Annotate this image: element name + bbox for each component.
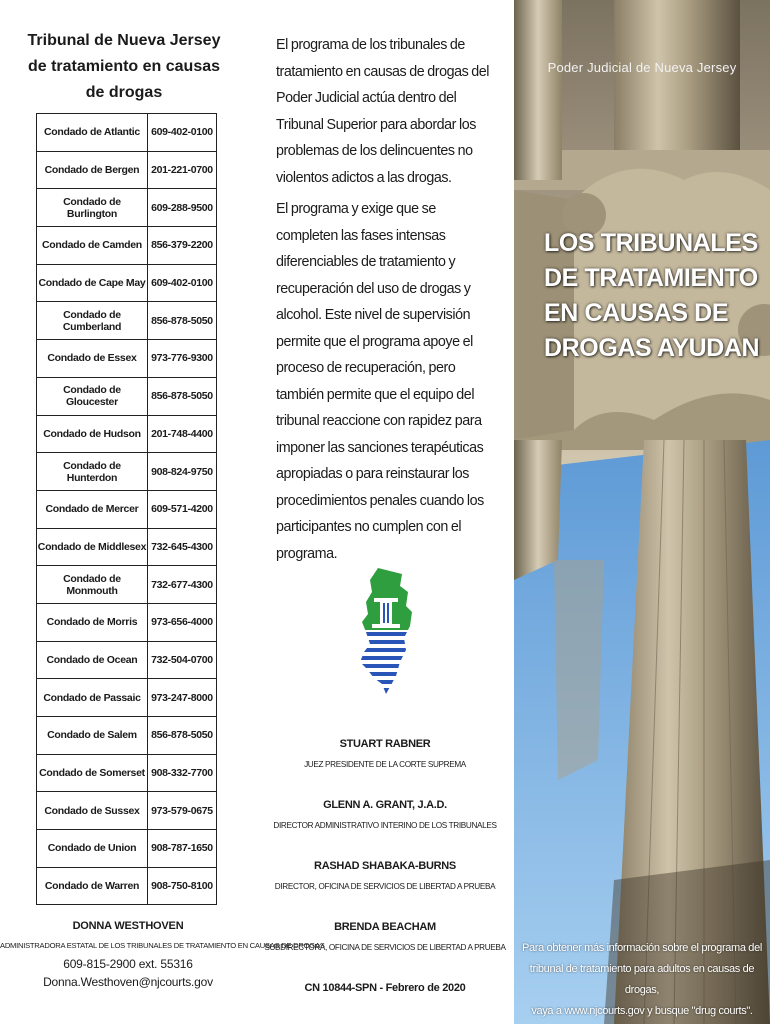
official-title: JUEZ PRESIDENTE DE LA CORTE SUPREMA [304, 760, 466, 769]
county-phone: 201-221-0700 [147, 151, 216, 189]
county-row [37, 528, 217, 566]
officials-list [256, 738, 514, 982]
county-phone: 856-878-5050 [147, 302, 216, 340]
county-name: Condado de Burlington [37, 189, 148, 227]
program-paragraph: El programa y exige que se completen las fases intensas diferenciables de tratamiento y recuperación del uso de drogas y alcohol. Este nivel de supervisión permite que el programa apoye el proceso de recuperación, pero también permite que el equipo del tribunal reaccione con rapidez para imponer las sanciones terapéuticas apropiadas o para reinstaurar los procedimientos penales cuando los participantes no cumplen con el programa. [276, 201, 484, 562]
cover-title-line: LOS TRIBUNALES [544, 229, 758, 257]
contact-role: ADMINISTRADORA ESTATAL DE LOS TRIBUNALES DE TRATAMIENTO EN CAUSAS DE DROGAS [0, 941, 325, 950]
county-row [37, 754, 217, 792]
county-phone: 856-379-2200 [147, 227, 216, 265]
county-name: Condado de Bergen [37, 151, 148, 189]
official-title: DIRECTOR ADMINISTRATIVO INTERINO DE LOS TRIBUNALES [273, 821, 497, 830]
official-title: SUBDIRECTORA, OFICINA DE SERVICIOS DE LIBERTAD A PRUEBA [264, 943, 506, 952]
county-name: Condado de Ocean [37, 641, 148, 679]
county-phone: 609-288-9500 [147, 189, 216, 227]
county-name: Condado de Essex [37, 340, 148, 378]
county-row [37, 453, 217, 491]
county-row [37, 415, 217, 453]
intro-paragraph: El programa de los tribunales de tratamiento en causas de drogas del Poder Judicial actúa dentro del Tribunal Superior para abordar los problemas de los delincuentes no violentos adictos a las drogas. [276, 37, 490, 186]
county-phone-table [36, 113, 217, 905]
county-row [37, 830, 217, 868]
county-phone: 732-645-4300 [147, 528, 216, 566]
county-name: Condado de Cape May [37, 264, 148, 302]
cover-header: Poder Judicial de Nueva Jersey [547, 60, 737, 75]
county-name: Condado de Mercer [37, 490, 148, 528]
county-name: Condado de Warren [37, 867, 148, 905]
county-name: Condado de Somerset [37, 754, 148, 792]
official-entry [256, 921, 514, 982]
official-name: STUART RABNER [339, 738, 431, 750]
county-row [37, 114, 217, 152]
official-name: BRENDA BEACHAM [334, 921, 436, 933]
county-name: Condado de Gloucester [37, 377, 148, 415]
county-contacts-panel [0, 0, 325, 1024]
county-phone: 609-571-4200 [147, 490, 216, 528]
contact-email[interactable]: Donna.Westhoven@njcourts.gov [43, 975, 213, 989]
county-name: Condado de Camden [37, 227, 148, 265]
contact-name: DONNA WESTHOVEN [72, 920, 184, 932]
county-name: Condado de Hudson [37, 415, 148, 453]
cover-title [544, 226, 764, 366]
panel-title [10, 28, 238, 106]
county-phone: 732-677-4300 [147, 566, 216, 604]
county-row [37, 227, 217, 265]
county-phone: 908-332-7700 [147, 754, 216, 792]
cover-footer-line: Para obtener más información sobre el programa del [522, 942, 762, 954]
document-code: CN 10844-SPN - Febrero de 2020 [304, 982, 466, 994]
title-line: de drogas [85, 84, 163, 101]
county-row [37, 792, 217, 830]
cover-footer-line: tribunal de tratamiento para adultos en causas de drogas, [529, 963, 755, 996]
county-phone: 609-402-0100 [147, 114, 216, 152]
county-row [37, 641, 217, 679]
county-phone: 973-579-0675 [147, 792, 216, 830]
county-name: Condado de Middlesex [37, 528, 148, 566]
title-line: Tribunal de Nueva Jersey [27, 32, 221, 49]
county-row [37, 603, 217, 641]
program-description-panel [256, 0, 514, 1024]
county-phone: 201-748-4400 [147, 415, 216, 453]
county-row [37, 867, 217, 905]
county-name: Condado de Sussex [37, 792, 148, 830]
county-name: Condado de Cumberland [37, 302, 148, 340]
county-name: Condado de Union [37, 830, 148, 868]
official-name: GLENN A. GRANT, J.A.D. [323, 799, 447, 811]
contact-phone: 609-815-2900 ext. 55316 [63, 957, 193, 971]
county-name: Condado de Passaic [37, 679, 148, 717]
county-phone: 973-247-8000 [147, 679, 216, 717]
brochure-cover [514, 0, 770, 1024]
official-name: RASHAD SHABAKA-BURNS [314, 860, 456, 872]
county-name: Condado de Monmouth [37, 566, 148, 604]
title-line: de tratamiento en causas [27, 58, 221, 75]
county-row [37, 340, 217, 378]
official-entry [256, 860, 514, 921]
cover-footer [514, 938, 770, 1022]
official-entry [256, 799, 514, 860]
county-row [37, 566, 217, 604]
county-row [37, 679, 217, 717]
county-phone: 856-878-5050 [147, 717, 216, 755]
courthouse-columns-photo [514, 0, 770, 1024]
county-name: Condado de Atlantic [37, 114, 148, 152]
county-name: Condado de Hunterdon [37, 453, 148, 491]
county-phone: 908-787-1650 [147, 830, 216, 868]
county-phone: 908-824-9750 [147, 453, 216, 491]
official-title: DIRECTOR, OFICINA DE SERVICIOS DE LIBERTAD A PRUEBA [274, 882, 496, 891]
cover-title-line: DROGAS AYUDAN [544, 334, 760, 362]
county-phone: 973-656-4000 [147, 603, 216, 641]
county-row [37, 490, 217, 528]
county-phone: 973-776-9300 [147, 340, 216, 378]
county-phone: 609-402-0100 [147, 264, 216, 302]
county-name: Condado de Morris [37, 603, 148, 641]
county-row [37, 264, 217, 302]
county-row [37, 151, 217, 189]
official-entry [256, 738, 514, 799]
county-name: Condado de Salem [37, 717, 148, 755]
county-row [37, 717, 217, 755]
county-row [37, 302, 217, 340]
nj-judiciary-logo [356, 566, 416, 698]
county-row [37, 377, 217, 415]
county-row [37, 189, 217, 227]
county-phone: 856-878-5050 [147, 377, 216, 415]
county-phone: 908-750-8100 [147, 867, 216, 905]
cover-footer-line: vaya a www.njcourts.gov y busque "drug courts". [531, 1005, 753, 1017]
state-administrator-contact [0, 920, 325, 989]
cover-title-line: EN CAUSAS DE [544, 299, 729, 327]
cover-title-line: DE TRATAMIENTO [544, 264, 758, 292]
county-phone: 732-504-0700 [147, 641, 216, 679]
